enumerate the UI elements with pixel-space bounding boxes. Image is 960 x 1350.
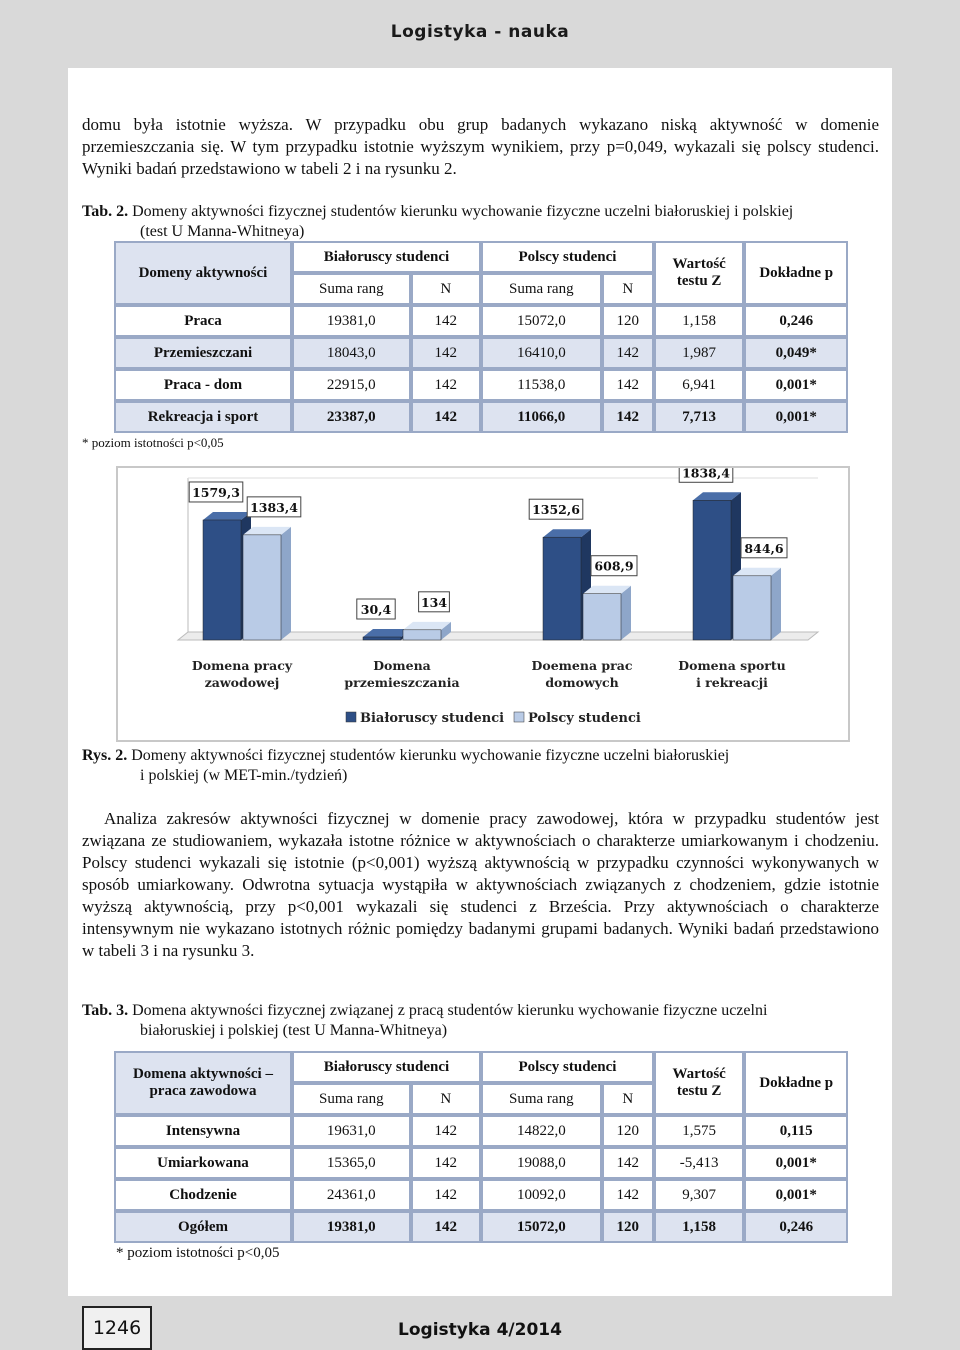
category-label: Domena sportu [678,658,786,673]
table2-header-group1: Białoruscy studenci [292,241,481,273]
category-label: zawodowej [204,675,280,690]
cell: 1,158 [654,305,744,337]
table3-header-rank1: Suma rang [292,1083,411,1115]
cell: 19381,0 [292,1211,411,1243]
cell: 142 [411,1115,481,1147]
cell: 22915,0 [292,369,411,401]
cell: 0,115 [744,1115,848,1147]
row-label: Praca [114,305,292,337]
bar [693,500,731,640]
category-label: i rekreacji [696,675,768,690]
bar-chart [118,468,848,740]
table3-header-n1: N [411,1083,481,1115]
table2-note: * poziom istotności p<0,05 [82,435,224,450]
table-row [114,369,848,401]
table2-header-group2: Polscy studenci [481,241,654,273]
cell: 11066,0 [481,401,602,433]
table2-header-rank1: Suma rang [292,273,411,305]
cell: 10092,0 [481,1179,602,1211]
table3-caption-cont: białoruskiej i polskiej (test U Manna-Whitneya) [140,1022,448,1039]
legend-swatch [514,712,524,722]
table3-caption [82,1001,879,1041]
table3-header-group1: Białoruscy studenci [292,1051,481,1083]
category-label: przemieszczania [344,675,460,690]
cell: 24361,0 [292,1179,411,1211]
table-row [114,1115,848,1147]
table3-header-p: Dokładne p [744,1051,848,1115]
table2-caption-text: Domeny aktywności fizycznej studentów kierunku wychowanie fizyczne uczelni białoruskiej i polskiej [132,203,794,220]
cell: 19088,0 [481,1147,602,1179]
cell: 142 [411,1179,481,1211]
journal-footer: Logistyka 4/2014 [398,1320,562,1340]
row-label: Rekreacja i sport [114,401,292,433]
cell: 142 [411,1147,481,1179]
cell: 16410,0 [481,337,602,369]
body-paragraph: Analiza zakresów aktywności fizycznej w domenie pracy zawodowej, która w przypadku studentów jest związana ze studiowaniem, wykazała istotne różnice w aktywnościach o charakterze umiarkowanym i chodzeniu. Polscy studenci wykazali się istotnie (p<0,001) wyższą aktywnością w przypadku czynności wykonywanych w sposób umiarkowany. Odwrotna sytuacja wystąpiła w aktywnościach związanych z chodzeniem, gdzie istotnie wyższą aktywnością, przy p<0,001 wykazali się studenci z Brześcia. Przy aktywnościach o charakterze intensywnym nie wykazano istotnych różnic pomiędzy badanymi grupami badanych. Wyniki badań przedstawiono w tabeli 3 i na rysunku 3. [82,809,879,960]
cell: 7,713 [654,401,744,433]
row-label: Intensywna [114,1115,292,1147]
table-row [114,1147,848,1179]
row-label: Ogółem [114,1211,292,1243]
table-row [114,401,848,433]
cell: 0,001* [744,401,848,433]
cell: 142 [602,337,654,369]
bar [403,630,441,640]
table2-caption-cont: (test U Manna-Whitneya) [140,223,305,240]
table3 [114,1051,848,1243]
data-label: 1838,4 [682,468,730,481]
figure2-caption-label: Rys. 2. [82,747,128,764]
cell: 142 [411,401,481,433]
data-label: 608,9 [594,558,634,574]
table3-header-z: Wartość testu Z [654,1051,744,1115]
cell: 18043,0 [292,337,411,369]
table3-header-rank2: Suma rang [481,1083,602,1115]
legend-swatch [346,712,356,722]
bar [363,637,401,640]
category-label: Domena pracy [191,658,293,673]
data-label: 30,4 [360,602,392,617]
table2-header-rank2: Suma rang [481,273,602,305]
figure2-caption [82,746,879,786]
cell: 120 [602,1211,654,1243]
page [68,68,892,1296]
cell: 142 [411,1211,481,1243]
table3-header-group2: Polscy studenci [481,1051,654,1083]
row-label: Przemieszczani [114,337,292,369]
cell: 23387,0 [292,401,411,433]
intro-paragraph: domu była istotnie wyższa. W przypadku obu grup badanych wykazano niską aktywność w domenie przemieszczania się. W tym przypadku istotnie wyższym wynikiem, przy p=0,049, wykazali się polscy studenci. Wyniki badań przedstawiono w tabeli 2 i na rysunku 2. [82,115,879,178]
cell: 0,001* [744,1179,848,1211]
table2-header-z: Wartość testu Z [654,241,744,305]
data-label: 134 [420,594,448,610]
cell: 142 [411,369,481,401]
data-label: 844,6 [744,540,784,556]
table2-header-n1: N [411,273,481,305]
cell: 0,246 [744,305,848,337]
cell: 0,001* [744,369,848,401]
cell: 11538,0 [481,369,602,401]
figure2-caption-text: Domeny aktywności fizycznej studentów kierunku wychowanie fizyczne uczelni białoruskiej [131,747,730,764]
legend-label: Białoruscy studenci [360,711,505,726]
table3-caption-label: Tab. 3. [82,1002,129,1019]
row-label: Chodzenie [114,1179,292,1211]
category-label: Domena [373,658,431,673]
table2-caption-label: Tab. 2. [82,203,129,220]
cell: 142 [602,401,654,433]
cell: 120 [602,1115,654,1147]
cell: 9,307 [654,1179,744,1211]
table3-header-domain: Domena aktywności – praca zawodowa [114,1051,292,1115]
bar [203,520,241,640]
legend-label: Polscy studenci [528,711,641,726]
cell: 0,001* [744,1147,848,1179]
cell: 14822,0 [481,1115,602,1147]
figure2-chart [116,466,850,742]
bar-side [281,527,291,640]
cell: 142 [602,1179,654,1211]
table2-caption [82,202,879,242]
cell: 15365,0 [292,1147,411,1179]
table-row [114,305,848,337]
bar [243,535,281,640]
cell: 0,246 [744,1211,848,1243]
table2-header-p: Dokładne p [744,241,848,305]
table3-header-n2: N [602,1083,654,1115]
bar [543,537,581,640]
cell: 6,941 [654,369,744,401]
table2 [114,241,848,433]
cell: 142 [411,337,481,369]
cell: 1,987 [654,337,744,369]
table2-header-n2: N [602,273,654,305]
cell: 142 [602,369,654,401]
bar-side [621,586,631,640]
figure2-caption-cont: i polskiej (w MET-min./tydzień) [140,767,348,784]
data-label: 1579,3 [192,484,240,500]
cell: 19381,0 [292,305,411,337]
cell: 120 [602,305,654,337]
cell: 0,049* [744,337,848,369]
cell: -5,413 [654,1147,744,1179]
table-row-total [114,1211,848,1243]
category-label: domowych [545,675,619,690]
table-row [114,1179,848,1211]
data-label: 1383,4 [250,499,298,515]
cell: 142 [602,1147,654,1179]
cell: 142 [411,305,481,337]
cell: 15072,0 [481,1211,602,1243]
table2-header-domain: Domeny aktywności [114,241,292,305]
running-header: Logistyka - nauka [390,22,570,42]
bar [733,576,771,640]
cell: 1,575 [654,1115,744,1147]
row-label: Praca - dom [114,369,292,401]
bar [583,594,621,640]
table-row [114,337,848,369]
bar-side [771,568,781,640]
cell: 1,158 [654,1211,744,1243]
cell: 15072,0 [481,305,602,337]
cell: 19631,0 [292,1115,411,1147]
category-label: Doemena prac [531,658,633,673]
table3-note: * poziom istotności p<0,05 [116,1245,280,1261]
page-number: 1246 [82,1306,152,1350]
table3-caption-text: Domena aktywności fizycznej związanej z pracą studentów kierunku wychowanie fizyczne uczelni [132,1002,768,1019]
data-label: 1352,6 [532,502,580,518]
row-label: Umiarkowana [114,1147,292,1179]
